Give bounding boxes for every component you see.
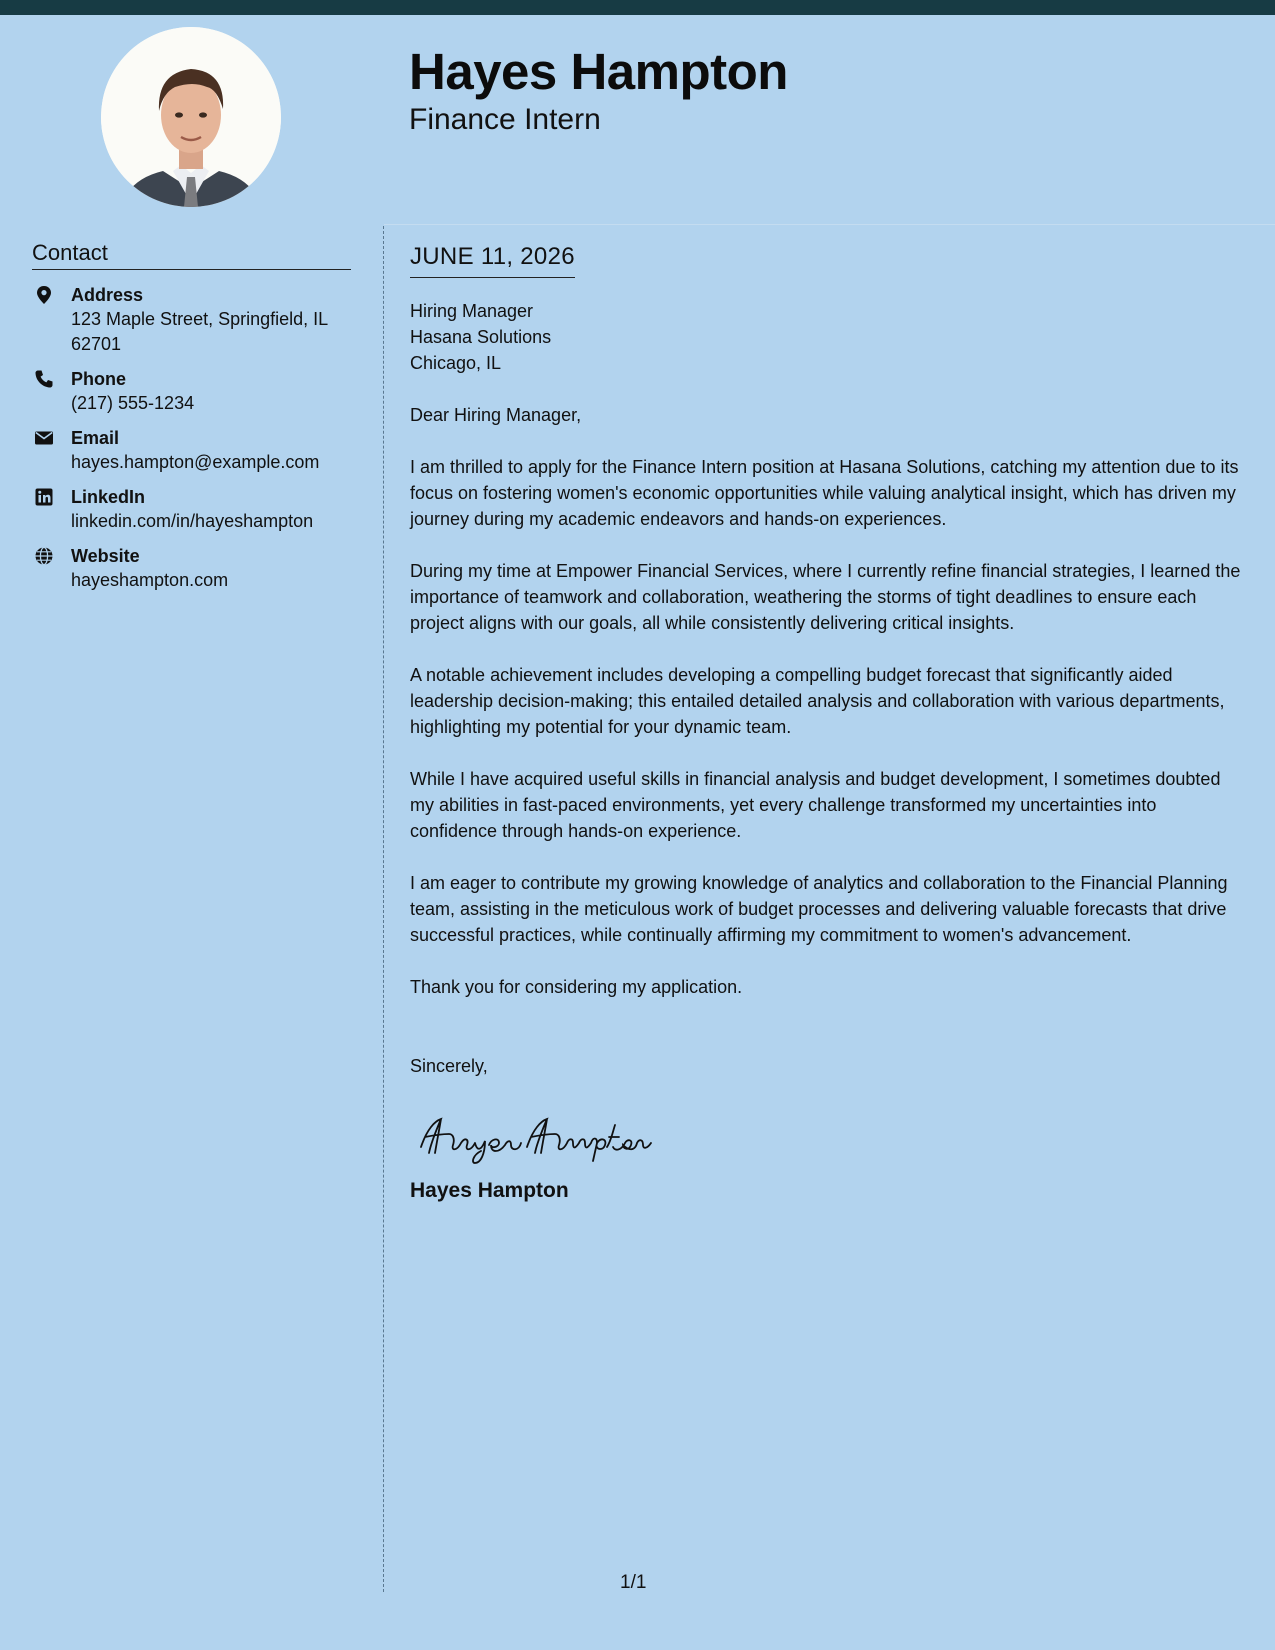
contact-value: 123 Maple Street, Springfield, IL 62701	[71, 309, 328, 354]
contact-label: Email	[71, 428, 120, 448]
contact-value: (217) 555-1234	[71, 393, 195, 413]
letter-body	[410, 243, 1246, 1203]
signer-name: Hayes Hampton	[410, 1179, 569, 1202]
letter-paragraph: I am thrilled to apply for the Finance Intern position at Hasana Solutions, catching my attention due to its focus on fostering women's economic opportunities while valuing analytical insight, which has driven my journey during my academic endeavors and hands-on experiences.	[410, 457, 1239, 529]
letter-paragraph: Thank you for considering my application.	[410, 977, 743, 997]
letter-paragraph: While I have acquired useful skills in financial analysis and budget development, I sometimes doubted my abilities in fast-paced environments, yet every challenge transformed my uncertainties into confidence through hands-on experience.	[410, 769, 1221, 841]
contact-address	[32, 283, 351, 357]
candidate-name: Hayes Hampton	[409, 43, 788, 100]
contact-heading: Contact	[32, 240, 351, 270]
contact-website	[32, 544, 351, 593]
column-divider	[383, 226, 384, 1592]
header-divider	[384, 224, 1275, 225]
contact-linkedin	[32, 485, 351, 534]
candidate-role: Finance Intern	[409, 103, 601, 136]
contact-value: hayeshampton.com	[71, 570, 229, 590]
contact-value: linkedin.com/in/hayeshampton	[71, 511, 314, 531]
envelope-icon	[34, 428, 54, 448]
contact-label: Website	[71, 546, 140, 566]
contact-email	[32, 426, 351, 475]
map-pin-icon	[34, 285, 54, 305]
profile-photo-illustration	[101, 27, 281, 207]
contact-value: hayes.hampton@example.com	[71, 452, 320, 472]
page-number: 1/1	[620, 1572, 647, 1593]
phone-icon	[34, 369, 54, 389]
recipient-line: Chicago, IL	[410, 353, 502, 373]
letter-date: JUNE 11, 2026	[410, 243, 575, 278]
letter-paragraph: I am eager to contribute my growing knowledge of analytics and collaboration to the Financial Planning team, assisting in the meticulous work of budget processes and delivering valuable forecasts that drive successful practices, while continually affirming my commitment to women's advancement.	[410, 873, 1228, 945]
globe-icon	[34, 546, 54, 566]
contact-label: LinkedIn	[71, 487, 146, 507]
recipient-line: Hiring Manager	[410, 301, 534, 321]
top-accent-bar	[0, 0, 1275, 15]
letter-paragraph: During my time at Empower Financial Services, where I currently refine financial strategies, I learned the importance of teamwork and collaboration, weathering the storms of tight deadlines to ensure each project aligns with our goals, all while consistently delivering critical insights.	[410, 561, 1241, 633]
profile-photo	[101, 27, 281, 207]
closing: Sincerely,	[410, 1056, 488, 1076]
contact-phone	[32, 367, 351, 416]
letter-paragraph: A notable achievement includes developing a compelling budget forecast that significantly aided leadership decision-making; this entailed detailed analysis and collaboration with various departments, highlighting my potential for your dynamic team.	[410, 665, 1225, 737]
contact-label: Address	[71, 285, 144, 305]
salutation: Dear Hiring Manager,	[410, 405, 582, 425]
contact-sidebar	[32, 240, 351, 603]
handwritten-signature	[415, 1107, 675, 1167]
recipient-block	[410, 298, 1246, 376]
contact-label: Phone	[71, 369, 127, 389]
recipient-line: Hasana Solutions	[410, 327, 552, 347]
linkedin-icon	[34, 487, 54, 507]
